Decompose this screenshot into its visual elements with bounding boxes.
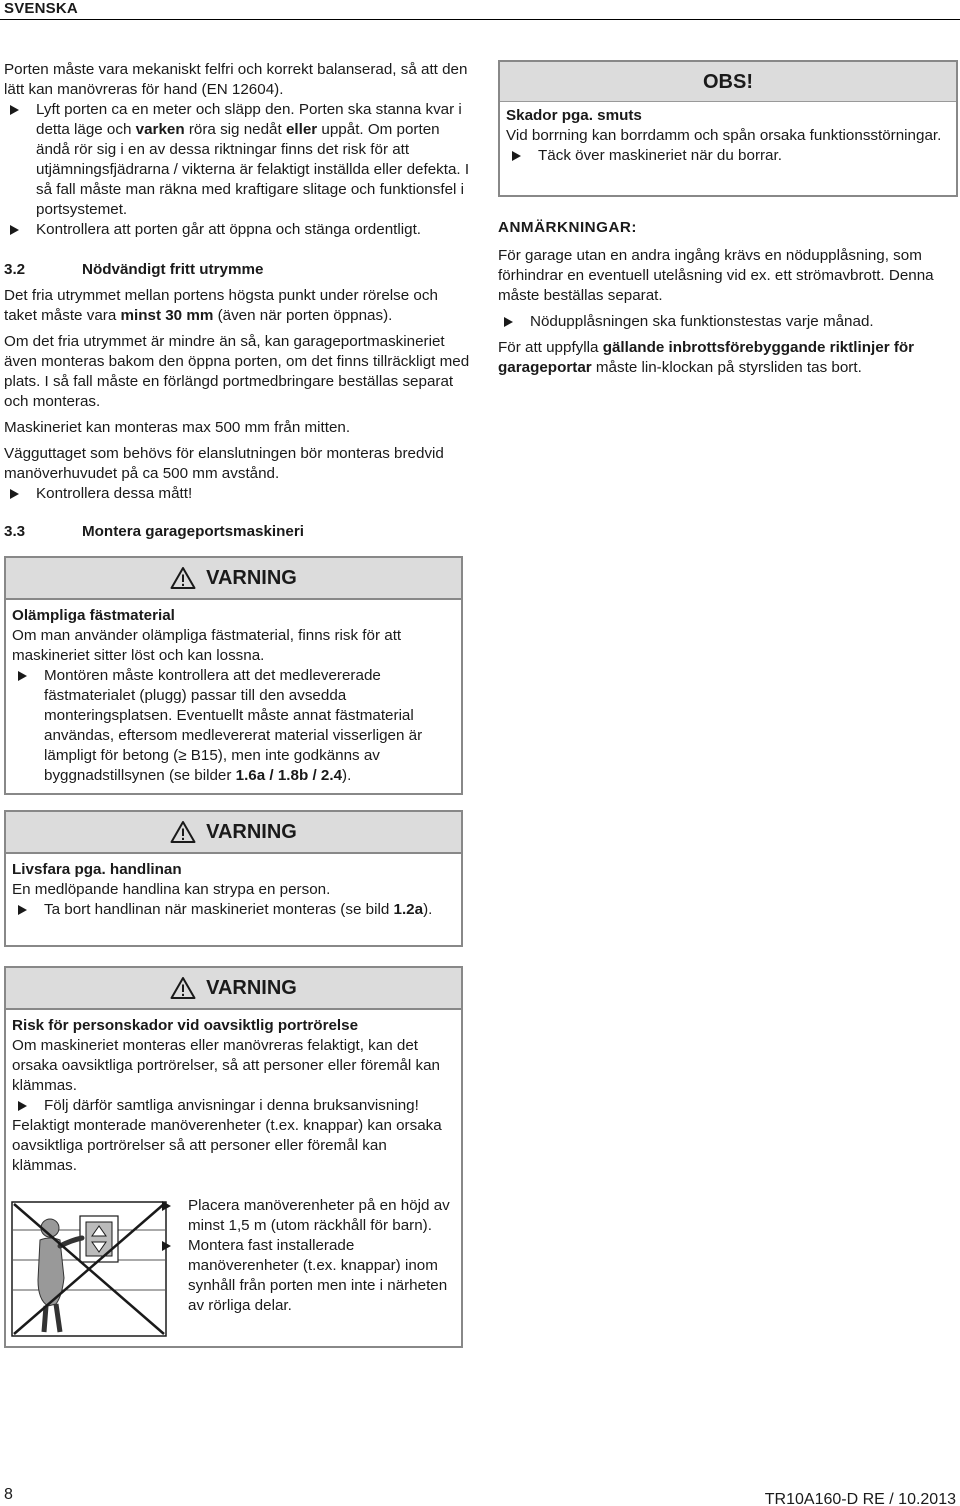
bullet-arrow-icon [18, 1101, 27, 1111]
bullet-arrow-icon [18, 905, 27, 915]
notice-title: Skador pga. smuts [506, 107, 642, 124]
paragraph-max-distance: Maskineriet kan monteras max 500 mm från mitten. [4, 419, 351, 436]
bullet-arrow-icon [512, 151, 521, 161]
warning-header: VARNING [6, 968, 461, 1010]
warning-header: VARNING [6, 558, 461, 600]
child-at-door-crossed-illustration [10, 1200, 168, 1338]
warning-text: Om man använder olämpliga fästmaterial, finns risk för att maskineriet sitter löst och kan lossna. [12, 627, 402, 664]
warning-box-fasteners [4, 556, 463, 795]
warning-triangle-icon [170, 976, 196, 1000]
warning-bullet: Ta bort handlinan när maskineriet monteras (se bild 1.2a). [12, 900, 455, 920]
warning-box-handline [4, 810, 463, 947]
clearance-paragraph: Det fria utrymmet mellan portens högsta punkt under rörelse och taket måste vara minst 30 mm (även när porten öppnas). [4, 287, 438, 324]
notes-paragraph-2: För att uppfylla gällande inbrottsförebyggande riktlinjer för garageportar måste lin-klockan på styrsliden tas bort. [498, 339, 915, 376]
notes-paragraph: För garage utan en andra ingång krävs en nödupplåsning, som förhindrar en eventuell utelåsning vid ex. ett strömavbrott. Denna måste beställas separat. [498, 247, 934, 304]
bullet-arrow-icon [162, 1201, 171, 1211]
bullet-arrow-icon [10, 105, 19, 115]
notice-text: Vid borrning kan borrdamm och spån orsaka funktionsstörningar. [506, 127, 942, 144]
document-id: TR10A160-D RE / 10.2013 [764, 1491, 956, 1506]
warning-text: Om maskineriet monteras eller manövreras felaktigt, kan det orsaka oavsiktliga portrörelser, så att personer eller föremål kan klämmas. [12, 1037, 440, 1094]
warning-box-door-movement [4, 966, 463, 1348]
notes-title: ANMÄRKNINGAR: [498, 219, 637, 236]
notice-header: OBS! [500, 62, 956, 102]
warning-triangle-icon [170, 820, 196, 844]
warning-bullet: Följ därför samtliga anvisningar i denna bruksanvisning! [12, 1096, 455, 1116]
warning-bullet: Placera manöverenheter på en höjd av minst 1,5 m (utom räckhåll för barn). [156, 1196, 456, 1236]
bullet-arrow-icon [162, 1241, 171, 1251]
bullet-check-measures: Kontrollera dessa mått! [4, 484, 474, 504]
page-number: 8 [4, 1486, 13, 1503]
warning-bullet: Montören måste kontrollera att det medlevererade fästmaterialet (plugg) passar till den avsedda monteringsplatsen. Eventuellt måste annat fästmaterial användas, eftersom medlevererat material visserligen är lämpligt för betong (≥ B15), men inte godkänns av byggnadstillsynen (se bilder 1.6a / 1.8b / 2.4). [12, 666, 455, 786]
notes-bullet: Nödupplåsningen ska funktionstestas varje månad. [498, 312, 958, 332]
warning-text-2: Felaktigt monterade manöverenheter (t.ex. knappar) kan orsaka oavsiktliga portrörelser så att personer eller föremål kan klämmas. [12, 1117, 442, 1174]
intro-paragraph: Porten måste vara mekaniskt felfri och korrekt balanserad, så att den lätt kan manövreras för hand (EN 12604). [4, 61, 468, 98]
warning-text: En medlöpande handlina kan strypa en person. [12, 881, 331, 898]
bullet-arrow-icon [18, 671, 27, 681]
warning-title: Olämpliga fästmaterial [12, 607, 175, 624]
bullet-check-door: Kontrollera att porten går att öppna och stänga ordentligt. [4, 220, 474, 240]
notice-box-dirt [498, 60, 958, 197]
placement-instructions [156, 1196, 456, 1316]
bullet-lift-door: Lyft porten ca en meter och släpp den. Porten ska stanna kvar i detta läge och varken röra sig nedåt eller uppåt. Om porten ändå rör sig i en av dessa riktningar finns det risk för att utjämningsfjädrarna / vikterna är felaktigt inställda eller defekta. I så fall måste man räkna med kraftigare slitage och funktionsfel i portsystemet. [4, 100, 474, 220]
language-title: SVENSKA [4, 0, 78, 17]
warning-header: VARNING [6, 812, 461, 854]
notes-section [498, 218, 958, 378]
bullet-arrow-icon [504, 317, 513, 327]
section-heading-3-2: 3.2 Nödvändigt fritt utrymme [4, 261, 264, 278]
paragraph-behind-door: Om det fria utrymmet är mindre än så, kan garageportmaskineriet även monteras bakom den öppna porten, om det finns tillräckligt med plats. I så fall måste en förlängd portmedbringare beställas separat och monteras. [4, 333, 470, 410]
warning-title: Risk för personskador vid oavsiktlig portrörelse [12, 1017, 359, 1034]
bullet-arrow-icon [10, 225, 19, 235]
page-header [0, 0, 960, 20]
warning-bullet: Montera fast installerade manöverenheter (t.ex. knappar) inom synhåll från porten men inte i närheten av rörliga delar. [156, 1236, 456, 1316]
warning-title: Livsfara pga. handlinan [12, 861, 182, 878]
bullet-arrow-icon [10, 489, 19, 499]
paragraph-socket: Vägguttaget som behövs för elanslutningen bör monteras bredvid manöverhuvudet på ca 500 mm avstånd. [4, 445, 444, 482]
section-heading-3-3: 3.3 Montera garageportsmaskineri [4, 523, 304, 540]
warning-triangle-icon [170, 566, 196, 590]
notice-bullet: Täck över maskineriet när du borrar. [506, 146, 950, 166]
left-column [4, 60, 474, 542]
